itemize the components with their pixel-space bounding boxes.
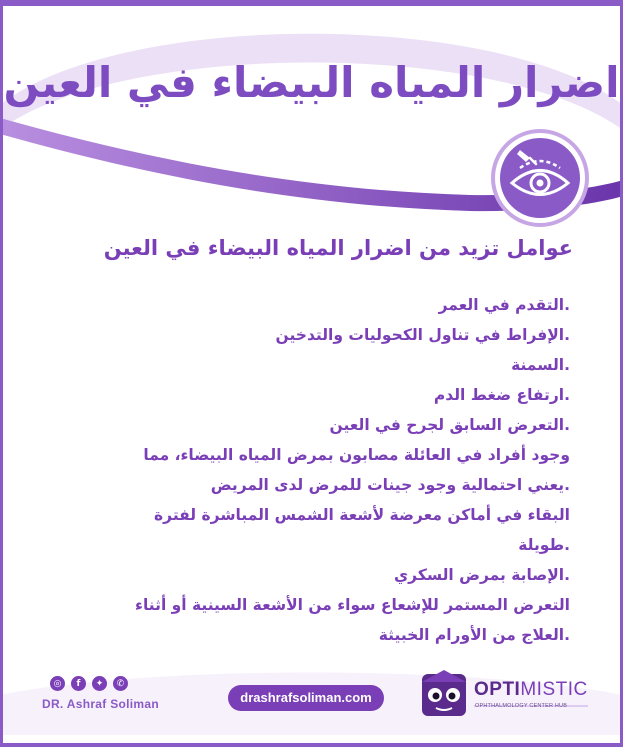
- list-item: .التعرض السابق لجرح في العين: [329, 416, 570, 434]
- facebook-icon[interactable]: f: [71, 676, 86, 691]
- whatsapp-icon[interactable]: ✆: [113, 676, 128, 691]
- website-link[interactable]: drashrafsoliman.com: [228, 685, 384, 711]
- list-item: .يعني احتمالية وجود جينات للمرض لدى المريض: [210, 476, 570, 494]
- list-item: وجود أفراد في العائلة مصابون بمرض المياه البيضاء، مما: [143, 446, 570, 464]
- list-item: .الإصابة بمرض السكري: [393, 566, 570, 584]
- doctor-name: DR. Ashraf Soliman: [42, 697, 159, 711]
- brand-tagline: OPHTHALMOLOGY CENTER HUB: [475, 703, 568, 709]
- list-item: البقاء في أماكن معرضة لأشعة الشمس المباشرة لفترة: [154, 506, 570, 524]
- twitter-icon[interactable]: ✦: [92, 676, 107, 691]
- section-heading: عوامل تزيد من اضرار المياه البيضاء في العين: [103, 236, 573, 260]
- list-item: .الإفراط في تناول الكحوليات والتدخين: [275, 326, 570, 344]
- factors-list: [130, 290, 570, 650]
- brand-name: OPTIMISTIC: [474, 679, 588, 700]
- list-item: .التقدم في العمر: [438, 296, 570, 314]
- eye-icon: [490, 128, 590, 228]
- instagram-icon[interactable]: ◎: [50, 676, 65, 691]
- page-title: اضرار المياه البيضاء في العين: [3, 58, 620, 107]
- list-item: التعرض المستمر للإشعاع سواء من الأشعة السينية أو أثناء: [135, 596, 570, 614]
- list-item: .طويلة: [518, 536, 570, 554]
- list-item: .السمنة: [511, 356, 570, 374]
- social-links: [50, 676, 128, 691]
- list-item: .ارتفاع ضغط الدم: [433, 386, 570, 404]
- list-item: .العلاج من الأورام الخبيثة: [378, 626, 570, 644]
